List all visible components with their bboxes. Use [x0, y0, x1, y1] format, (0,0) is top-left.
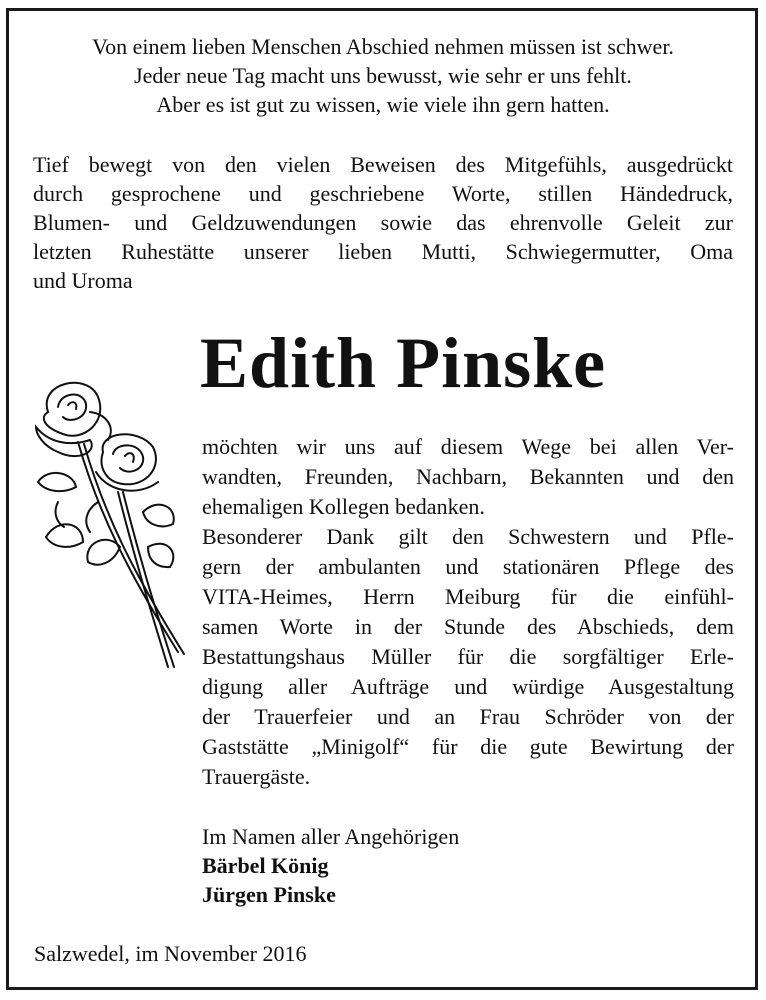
deceased-name: Edith Pinske — [200, 323, 607, 403]
text-line: VITA-Heimes, Herrn Meiburg für die einfühl- — [202, 584, 734, 609]
text-line: Gaststätte „Minigolf“ für die gute Bewirtung der — [202, 734, 734, 759]
text-line: Bestattungshaus Müller für die sorgfältiger Erle- — [202, 644, 734, 669]
text-line: Tief bewegt von den vielen Beweisen des Mitgefühls, ausgedrückt — [33, 152, 733, 177]
body-text — [202, 432, 734, 792]
text-line: letzten Ruhestätte unserer lieben Mutti, Schwiegermutter, Oma — [33, 239, 733, 264]
intro-verse — [30, 32, 736, 119]
text-line: Blumen- und Geldzuwendungen sowie das ehrenvolle Geleit zur — [33, 210, 733, 235]
text-line: Besonderer Dank gilt den Schwestern und Pfle- — [202, 524, 734, 549]
intro-line: Jeder neue Tag macht uns bewusst, wie sehr er uns fehlt. — [134, 63, 632, 88]
text-line: und Uroma — [33, 268, 133, 293]
intro-line: Aber es ist gut zu wissen, wie viele ihn gern hatten. — [156, 92, 610, 117]
thanks-paragraph — [33, 150, 733, 295]
text-line: möchten wir uns auf diesem Wege bei allen Ver- — [202, 434, 734, 459]
text-line: Trauergäste. — [202, 764, 311, 789]
signature — [202, 822, 459, 909]
text-line: der Trauerfeier und an Frau Schröder von der — [202, 704, 734, 729]
signature-name: Jürgen Pinske — [202, 882, 336, 907]
place-date: Salzwedel, im November 2016 — [34, 941, 307, 966]
text-line: digung aller Aufträge und würdige Ausgestaltung — [202, 674, 734, 699]
roses-icon — [28, 372, 188, 672]
text-line: ehemaligen Kollegen bedanken. — [202, 494, 485, 519]
text-line: wandten, Freunden, Nachbarn, Bekannten und den — [202, 464, 734, 489]
signature-intro: Im Namen aller Angehörigen — [202, 824, 460, 849]
intro-line: Von einem lieben Menschen Abschied nehmen müssen ist schwer. — [92, 34, 674, 59]
text-line: gern der ambulanten und stationären Pflege des — [202, 554, 734, 579]
signature-name: Bärbel König — [202, 853, 329, 878]
text-line: samen Worte in der Stunde des Abschieds, dem — [202, 614, 734, 639]
text-line: durch gesprochene und geschriebene Worte, stillen Händedruck, — [33, 181, 733, 206]
